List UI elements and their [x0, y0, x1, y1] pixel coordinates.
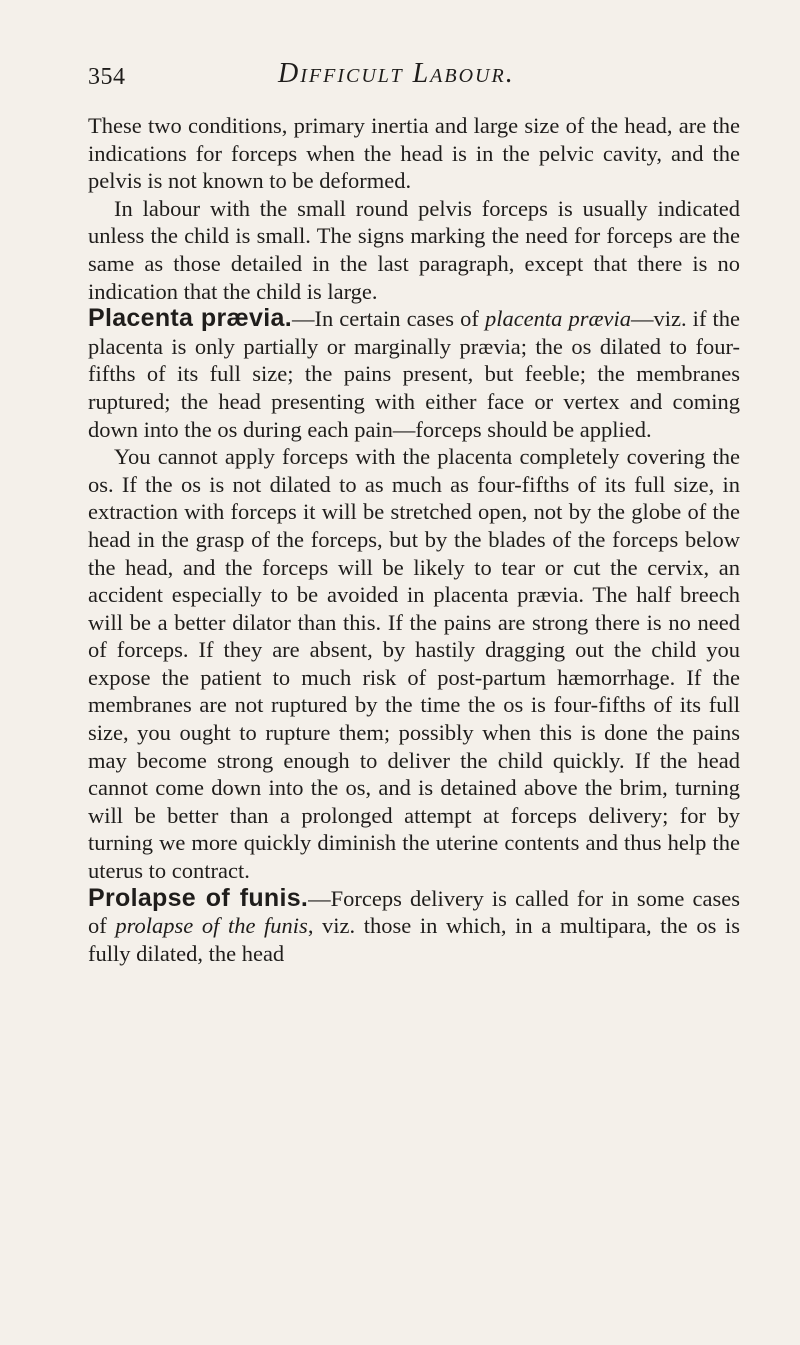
paragraph-small-round-pelvis: In labour with the small round pelvis forceps is usually indicated unless the child is small. The signs marking the need for forceps are the same as those detailed in the last paragraph, except that there is no indication that the child is large. — [88, 195, 740, 304]
paragraph-text: —Forceps delivery is called for in some cases of — [88, 885, 740, 939]
section-heading-prolapse-funis: Prolapse of funis. — [88, 883, 309, 912]
running-head — [88, 58, 740, 98]
paragraph-text: —In certain cases of — [291, 306, 485, 332]
paragraph-text: —viz. if the placenta is only partially or marginally prævia; the os dilated to four-fifths of its full size; the pains present, but feeble; the membranes ruptured; the head presenting with either face or vertex and coming down into the os during each pain—forceps should be applied. — [88, 306, 740, 442]
body-text — [88, 112, 740, 967]
paragraph-prolapse-funis — [88, 885, 740, 968]
italic-term: prolapse of the funis — [115, 913, 308, 939]
section-heading-placenta-praevia: Placenta prævia. — [88, 304, 292, 333]
paragraph-text: , viz. those in which, in a multipara, the os is fully dilated, the head — [88, 913, 740, 966]
page-number: 354 — [88, 64, 126, 90]
paragraph-primary-inertia: These two conditions, primary inertia and large size of the head, are the indications for forceps when the head is in the pelvic cavity, and the pelvis is not known to be deformed. — [88, 113, 740, 194]
running-title: Difficult Labour. — [278, 58, 515, 89]
italic-term: placenta prævia — [484, 306, 631, 332]
paragraph-placenta-praevia — [88, 305, 740, 443]
paragraph-forceps-os-covering: You cannot apply forceps with the placenta completely covering the os. If the os is not dilated to as much as four-fifths of its full size, in extraction with forceps it will be stretched open, not by the globe of the head in the grasp of the forceps, but by the blades of the forceps below the head, and the forceps will be likely to tear or cut the cervix, an accident especially to be avoided in placenta prævia. The half breech will be a better dilator than this. If the pains are strong there is no need of forceps. If they are absent, by hastily dragging out the child you expose the patient to much risk of post-partum hæmorrhage. If the membranes are not ruptured by the time the os is four-fifths of its full size, you ought to rupture them; possibly when this is done the pains may become strong enough to deliver the child quickly. If the head cannot come down into the os, and is detained above the brim, turning will be better than a prolonged attempt at forceps delivery; for by turning we more quickly diminish the uterine contents and thus help the uterus to contract. — [88, 444, 740, 884]
